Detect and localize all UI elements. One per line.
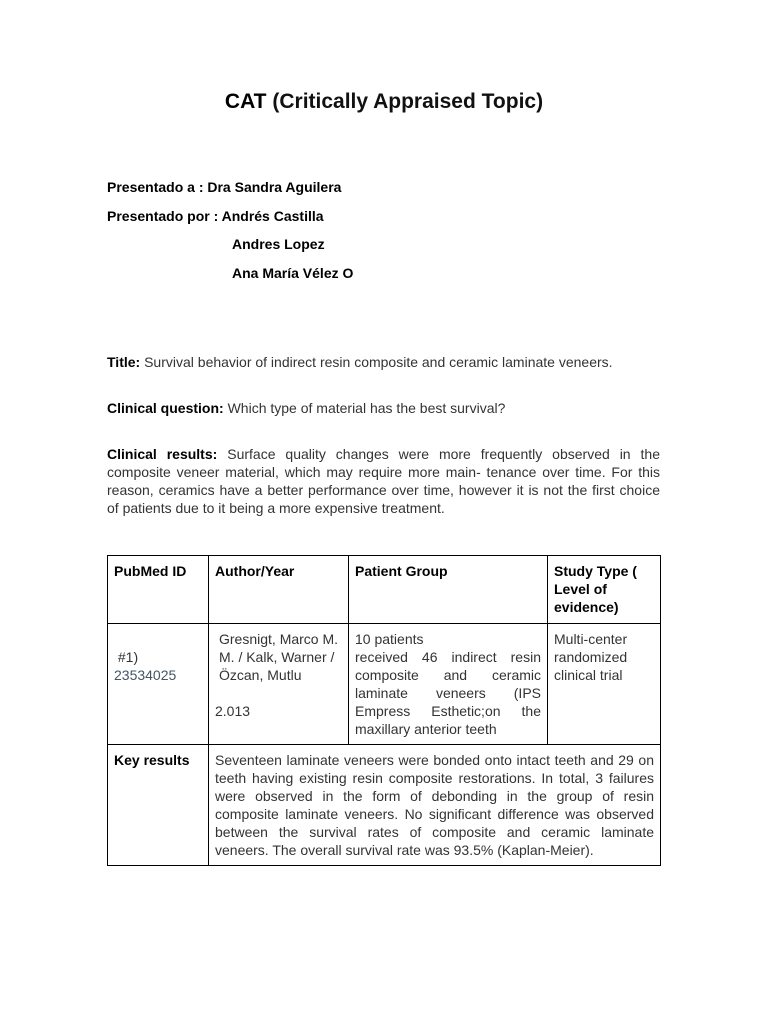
presenters-block: [107, 173, 353, 287]
clinical-results-text: Surface quality changes were more frequently observed in the composite veneer material, which may require more main- tenance over time. For this reason, ceramics have a better performance over time, however it is not the first choice of patients due to it being a more expensive treatment.: [107, 446, 660, 516]
presented-to: Presentado a : Dra Sandra Aguilera: [107, 179, 342, 195]
table-header-row: [108, 556, 661, 624]
cell-study-type: Multi-center randomized clinical trial: [548, 624, 661, 745]
cell-patients: [349, 624, 548, 745]
header-author: Author/Year: [209, 556, 349, 624]
clinical-results-label: Clinical results:: [107, 446, 218, 462]
clinical-question-label: Clinical question:: [107, 400, 224, 416]
title-paragraph: [107, 353, 660, 371]
title-cat: CAT: [224, 90, 267, 113]
year-text: 2.013: [215, 703, 251, 719]
row-index: #1): [117, 649, 139, 665]
cell-pubmed: [108, 624, 209, 745]
key-results-text: Seventeen laminate veneers were bonded onto intact teeth and 29 on teeth having existing resin composite restorations. In total, 3 failures were observed in the form of debonding in the group of resin composite laminate veneers. No significant difference was observed between the survival rates of composite and ceramic laminate veneers. The overall survival rate was 93.5% (Kaplan-Meier).: [209, 745, 661, 866]
key-results-label: Key results: [108, 745, 209, 866]
table-row: [108, 624, 661, 745]
evidence-table: [107, 555, 661, 866]
patients-desc: received 46 indirect resin composite and ceramic laminate veneers (IPS Empress Esthetic;on the maxillary anterior teeth: [355, 649, 541, 737]
header-pubmed: PubMed ID: [108, 556, 209, 624]
clinical-question-paragraph: [107, 399, 660, 417]
clinical-question-text: Which type of material has the best survival?: [227, 400, 506, 416]
patients-count: 10 patients: [355, 631, 424, 647]
header-patients: Patient Group: [349, 556, 548, 624]
presenter-member: Andres Lopez: [232, 236, 325, 252]
presented-by: Presentado por : Andrés Castilla: [107, 207, 324, 224]
header-study: Study Type ( Level of evidence): [548, 556, 661, 624]
table-row: [108, 745, 661, 866]
presenter-member: Ana María Vélez O: [232, 264, 354, 281]
clinical-results-paragraph: [107, 445, 660, 517]
page-title: [0, 90, 768, 114]
title-label: Title:: [107, 354, 141, 370]
title-text: Survival behavior of indirect resin composite and ceramic laminate veneers.: [144, 354, 613, 370]
title-subtitle: (Critically Appraised Topic): [272, 90, 544, 113]
cell-author: [209, 624, 349, 745]
authors-text: Gresnigt, Marco M. M. / Kalk, Warner / Özcan, Mutlu: [219, 631, 339, 683]
pubmed-id-link[interactable]: 23534025: [114, 667, 177, 683]
